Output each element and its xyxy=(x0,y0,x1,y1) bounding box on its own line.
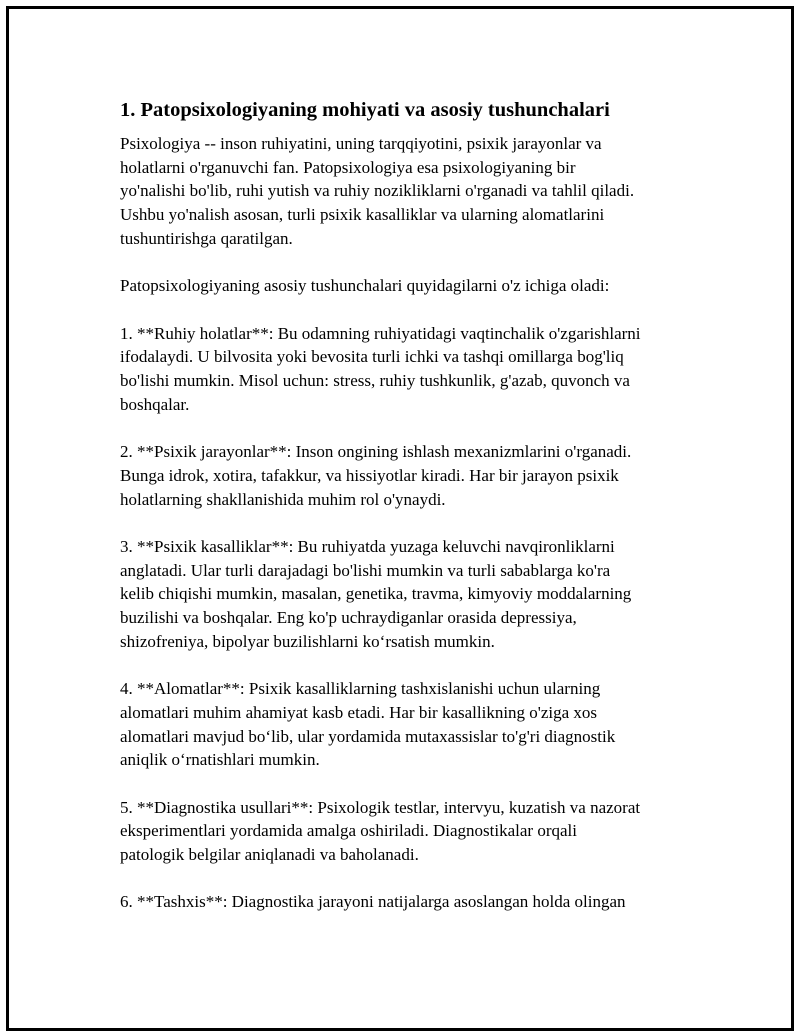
text-line: Psixologiya -- inson ruhiyatini, uning tarqqiyotini, psixik jarayonlar va xyxy=(120,134,602,153)
text-line: Bunga idrok, xotira, tafakkur, va hissiyotlar kiradi. Har bir jarayon psixik xyxy=(120,465,619,485)
paragraph-intro xyxy=(120,132,700,251)
text-line: 6. **Tashxis**: Diagnostika jarayoni natijalarga asoslangan holda olingan xyxy=(120,892,626,912)
text-line: 5. **Diagnostika usullari**: Psixologik testlar, intervyu, kuzatish va nazorat xyxy=(120,797,641,817)
text-line: patologik belgilar aniqlanadi va baholanadi. xyxy=(120,845,419,864)
text-line: aniqlik o‘rnatishlari mumkin. xyxy=(120,750,320,770)
list-item-ruhiy-holatlar xyxy=(120,322,700,417)
text-line: tushuntirishga qaratilgan. xyxy=(120,228,293,248)
text-line: yo'nalishi bo'lib, ruhi yutish va ruhiy nozikliklarni o'rganadi va tahlil qiladi. xyxy=(120,181,635,201)
text-line: buzilishi va boshqalar. Eng ko'p uchraydiganlar orasida depressiya, xyxy=(120,608,577,627)
text-line: holatlarning shakllanishida muhim rol o'ynaydi. xyxy=(120,489,446,509)
text-line: ifodalaydi. U bilvosita yoki bevosita turli ichki va tashqi omillarga bog'liq xyxy=(120,347,624,367)
text-line: 3. **Psixik kasalliklar**: Bu ruhiyatda yuzaga keluvchi navqironliklarni xyxy=(120,536,615,556)
text-line: alomatlari mavjud bo‘lib, ular yordamida mutaxassislar to'g'ri diagnostik xyxy=(120,726,616,746)
text-line: Ushbu yo'nalish asosan, turli psixik kasalliklar va ularning alomatlarini xyxy=(120,205,605,225)
page-frame xyxy=(6,6,794,1031)
text-line: shizofreniya, bipolyar buzilishlarni ko‘rsatish mumkin. xyxy=(120,631,495,651)
paragraph-list-intro xyxy=(120,274,700,298)
list-item-psixik-jarayonlar xyxy=(120,440,700,511)
text-line: Patopsixologiyaning asosiy tushunchalari quyidagilarni o'z ichiga oladi: xyxy=(120,276,610,296)
text-line: bo'lishi mumkin. Misol uchun: stress, ruhiy tushkunlik, g'azab, quvonch va xyxy=(120,371,630,390)
list-item-tashxis xyxy=(120,890,700,914)
text-line: 4. **Alomatlar**: Psixik kasalliklarning tashxislanishi uchun ularning xyxy=(120,679,601,699)
list-item-alomatlar xyxy=(120,677,700,772)
text-line: anglatadi. Ular turli darajadagi bo'lishi mumkin va turli sabablarga ko'ra xyxy=(120,560,611,580)
text-line: boshqalar. xyxy=(120,394,190,414)
text-line: 1. **Ruhiy holatlar**: Bu odamning ruhiyatidagi vaqtinchalik o'zgarishlarni xyxy=(120,323,641,343)
list-item-diagnostika-usullari xyxy=(120,796,700,867)
text-line: alomatlari muhim ahamiyat kasb etadi. Har bir kasallikning o'ziga xos xyxy=(120,702,598,722)
document-title: 1. Patopsixologiyaning mohiyati va asosiy tushunchalari xyxy=(120,99,610,121)
text-line: eksperimentlari yordamida amalga oshiriladi. Diagnostikalar orqali xyxy=(120,821,577,841)
text-line: holatlarni o'rganuvchi fan. Patopsixologiya esa psixologiyaning bir xyxy=(120,157,576,177)
document-body xyxy=(120,97,700,938)
text-line: 2. **Psixik jarayonlar**: Inson ongining ishlash mexanizmlarini o'rganadi. xyxy=(120,442,632,462)
text-line: kelib chiqishi mumkin, masalan, genetika, travma, kimyoviy moddalarning xyxy=(120,584,632,604)
list-item-psixik-kasalliklar xyxy=(120,535,700,654)
